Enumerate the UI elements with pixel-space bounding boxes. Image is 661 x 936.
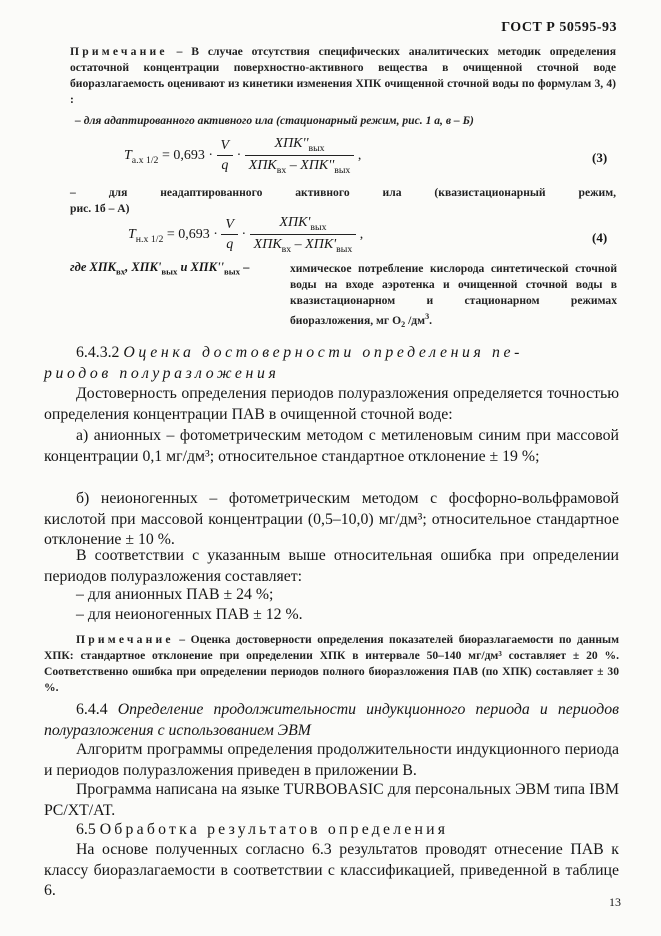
- where-mid-1: , ХПК': [125, 260, 162, 274]
- eq4-frac1: [221, 217, 238, 253]
- where-def-tail: /дм: [405, 313, 426, 327]
- eq4-lhs: T: [128, 227, 136, 243]
- section-6432-title-1: Оценка достоверности определения пе-: [123, 344, 523, 361]
- paragraph-5: На основе полученных согласно 6.3 результатов проводят отнесение ПАВ к классу биоразлагаемости в соответствии с классификацией, приведенной в таблице 6.: [44, 841, 619, 900]
- section-65-title: Обработка результатов определения: [99, 821, 449, 838]
- eq4-equals: = 0,693 ·: [163, 227, 218, 243]
- paragraph-b: б) неионогенных – фотометрическим методом с фосфорно-вольфрамовой кислотой при массовой концентрации (0,5–10,0) мг/дм³; относительное стандартное отклонение ± 10 %.: [44, 490, 619, 549]
- where-sub-3: вых: [224, 266, 240, 277]
- unadapted-line-2: рис. 1б – А): [70, 202, 130, 215]
- adapted-line: – для адаптированного активного ила (стационарный режим, рис. 1 а, в – Б): [75, 114, 474, 127]
- where-label-text: где ХПК: [70, 260, 117, 274]
- paragraph-a: а) анионных – фотометрическим методом с метиленовым синим при массовой концентрации 0,1 мг/дм³; относительное стандартное отклонение ± 19 %;: [44, 427, 619, 465]
- section-644-heading: [44, 700, 619, 741]
- eq3-frac2-den-sub: вх: [276, 164, 287, 176]
- equation-4: [128, 215, 363, 255]
- eq3-frac2-num: ХПК'': [274, 136, 309, 151]
- note-2: [44, 632, 619, 696]
- eq4-tail: ,: [359, 227, 364, 243]
- eq3-dot: ·: [236, 148, 242, 164]
- note-2-text: – Оценка достоверности определения показателей биоразлагаемости по данным ХПК: стандартное отклонение при определении ХПК в интервале 50–140 мг/дм³ составляет ± 20 %. Соответственно ошибка при определении периодов полного биоразложения ПАВ (по ХПК) составляет ± 30 %.: [44, 633, 619, 694]
- eq4-number: (4): [592, 230, 608, 245]
- page-header: ГОСТ Р 50595-93: [501, 20, 617, 35]
- eq3-lhs: T: [124, 148, 132, 164]
- eq3-frac2-num-sub: вых: [308, 142, 325, 154]
- where-def-sub: 2: [401, 320, 406, 330]
- section-65-number: 6.5: [76, 821, 96, 838]
- eq3-frac2-den-minus: – ХПК'': [286, 157, 335, 173]
- eq4-frac1-den: q: [221, 234, 238, 253]
- eq4-frac2-num-sub: вых: [310, 221, 327, 233]
- eq3-frac1: [217, 138, 234, 174]
- section-6432-number: 6.4.3.2: [76, 344, 120, 361]
- where-def-sup: 3: [425, 312, 430, 321]
- eq4-lhs-sub: н.x 1/2: [135, 233, 164, 245]
- eq4-dot: ·: [241, 227, 247, 243]
- eq4-frac2-den-sub: вх: [281, 243, 292, 255]
- where-sub-1: вх: [116, 266, 126, 277]
- eq4-frac2: [250, 215, 357, 255]
- note-2-label: Примечание: [76, 633, 174, 646]
- note-1-label: Примечание: [70, 45, 168, 58]
- note-1: [70, 44, 616, 108]
- section-6432-title-2: риодов полуразложения: [44, 365, 280, 382]
- note-1-text: – В случае отсутствия специфических аналитических методик определения остаточной концентрации поверхностно-активного вещества в очищенной сточной воде биоразлагаемость оценивают из кинетики изменения ХПК очищенной сточной воды по формулам 3, 4) :: [70, 45, 616, 106]
- where-label: [70, 260, 249, 277]
- where-def-end: .: [429, 313, 433, 327]
- where-mid-2: и ХПК'': [177, 260, 225, 274]
- eq4-frac2-den-sub2: вых: [336, 243, 353, 255]
- eq3-frac2-den-sub2: вых: [334, 164, 351, 176]
- paragraph-2: В соответствии с указанным выше относительная ошибка при определении периодов полуразложения составляет:: [44, 547, 619, 585]
- eq3-frac1-den: q: [217, 155, 234, 174]
- where-sub-2: вых: [161, 266, 178, 277]
- eq3-frac2: [245, 136, 355, 176]
- equation-3: [124, 136, 361, 176]
- section-644-title: Определение продолжительности индукционного периода и периодов полуразложения с использованием ЭВМ: [44, 701, 619, 739]
- item-nonionic: – для неионогенных ПАВ ± 12 %.: [76, 606, 303, 623]
- paragraph-4: Программа написана на языке TURBOBASIC для персональных ЭВМ типа IBM PC/XT/AT.: [44, 781, 619, 819]
- eq4-frac2-den-minus: – ХПК': [291, 236, 337, 252]
- where-definition: [290, 261, 617, 333]
- item-anionic: – для анионных ПАВ ± 24 %;: [76, 586, 274, 603]
- where-dash: –: [239, 260, 250, 274]
- eq4-frac1-num: V: [225, 216, 234, 232]
- unadapted-line-1: – для неадаптированного активного ила (квазистационарный режим,: [70, 186, 616, 199]
- where-definition-text: химическое потребление кислорода синтетической сточной воды на входе аэротенка и очищенной сточной воды в квазистационарном и стационарном режимах биоразложения, мг О: [290, 262, 617, 327]
- page-number: 13: [609, 895, 621, 909]
- section-65-heading: [76, 820, 448, 841]
- section-644-number: 6.4.4: [76, 701, 108, 718]
- eq3-tail: ,: [357, 148, 362, 164]
- eq3-frac1-num: V: [220, 137, 230, 153]
- eq3-number: (3): [592, 150, 608, 165]
- eq3-equals: = 0,693 ·: [158, 148, 214, 164]
- paragraph-3: Алгоритм программы определения продолжительности индукционного периода и периодов полуразложения приведен в приложении В.: [44, 741, 619, 779]
- eq4-frac2-num: ХПК': [279, 215, 311, 230]
- eq4-frac2-den: ХПК: [253, 236, 282, 252]
- eq3-lhs-sub: a.x 1/2: [131, 154, 159, 166]
- paragraph-1: Достоверность определения периодов полуразложения определяется точностью определения концентрации ПАВ в очищенной сточной воде:: [44, 385, 619, 423]
- eq3-frac2-den: ХПК: [248, 157, 277, 173]
- section-6432-heading: [76, 343, 622, 364]
